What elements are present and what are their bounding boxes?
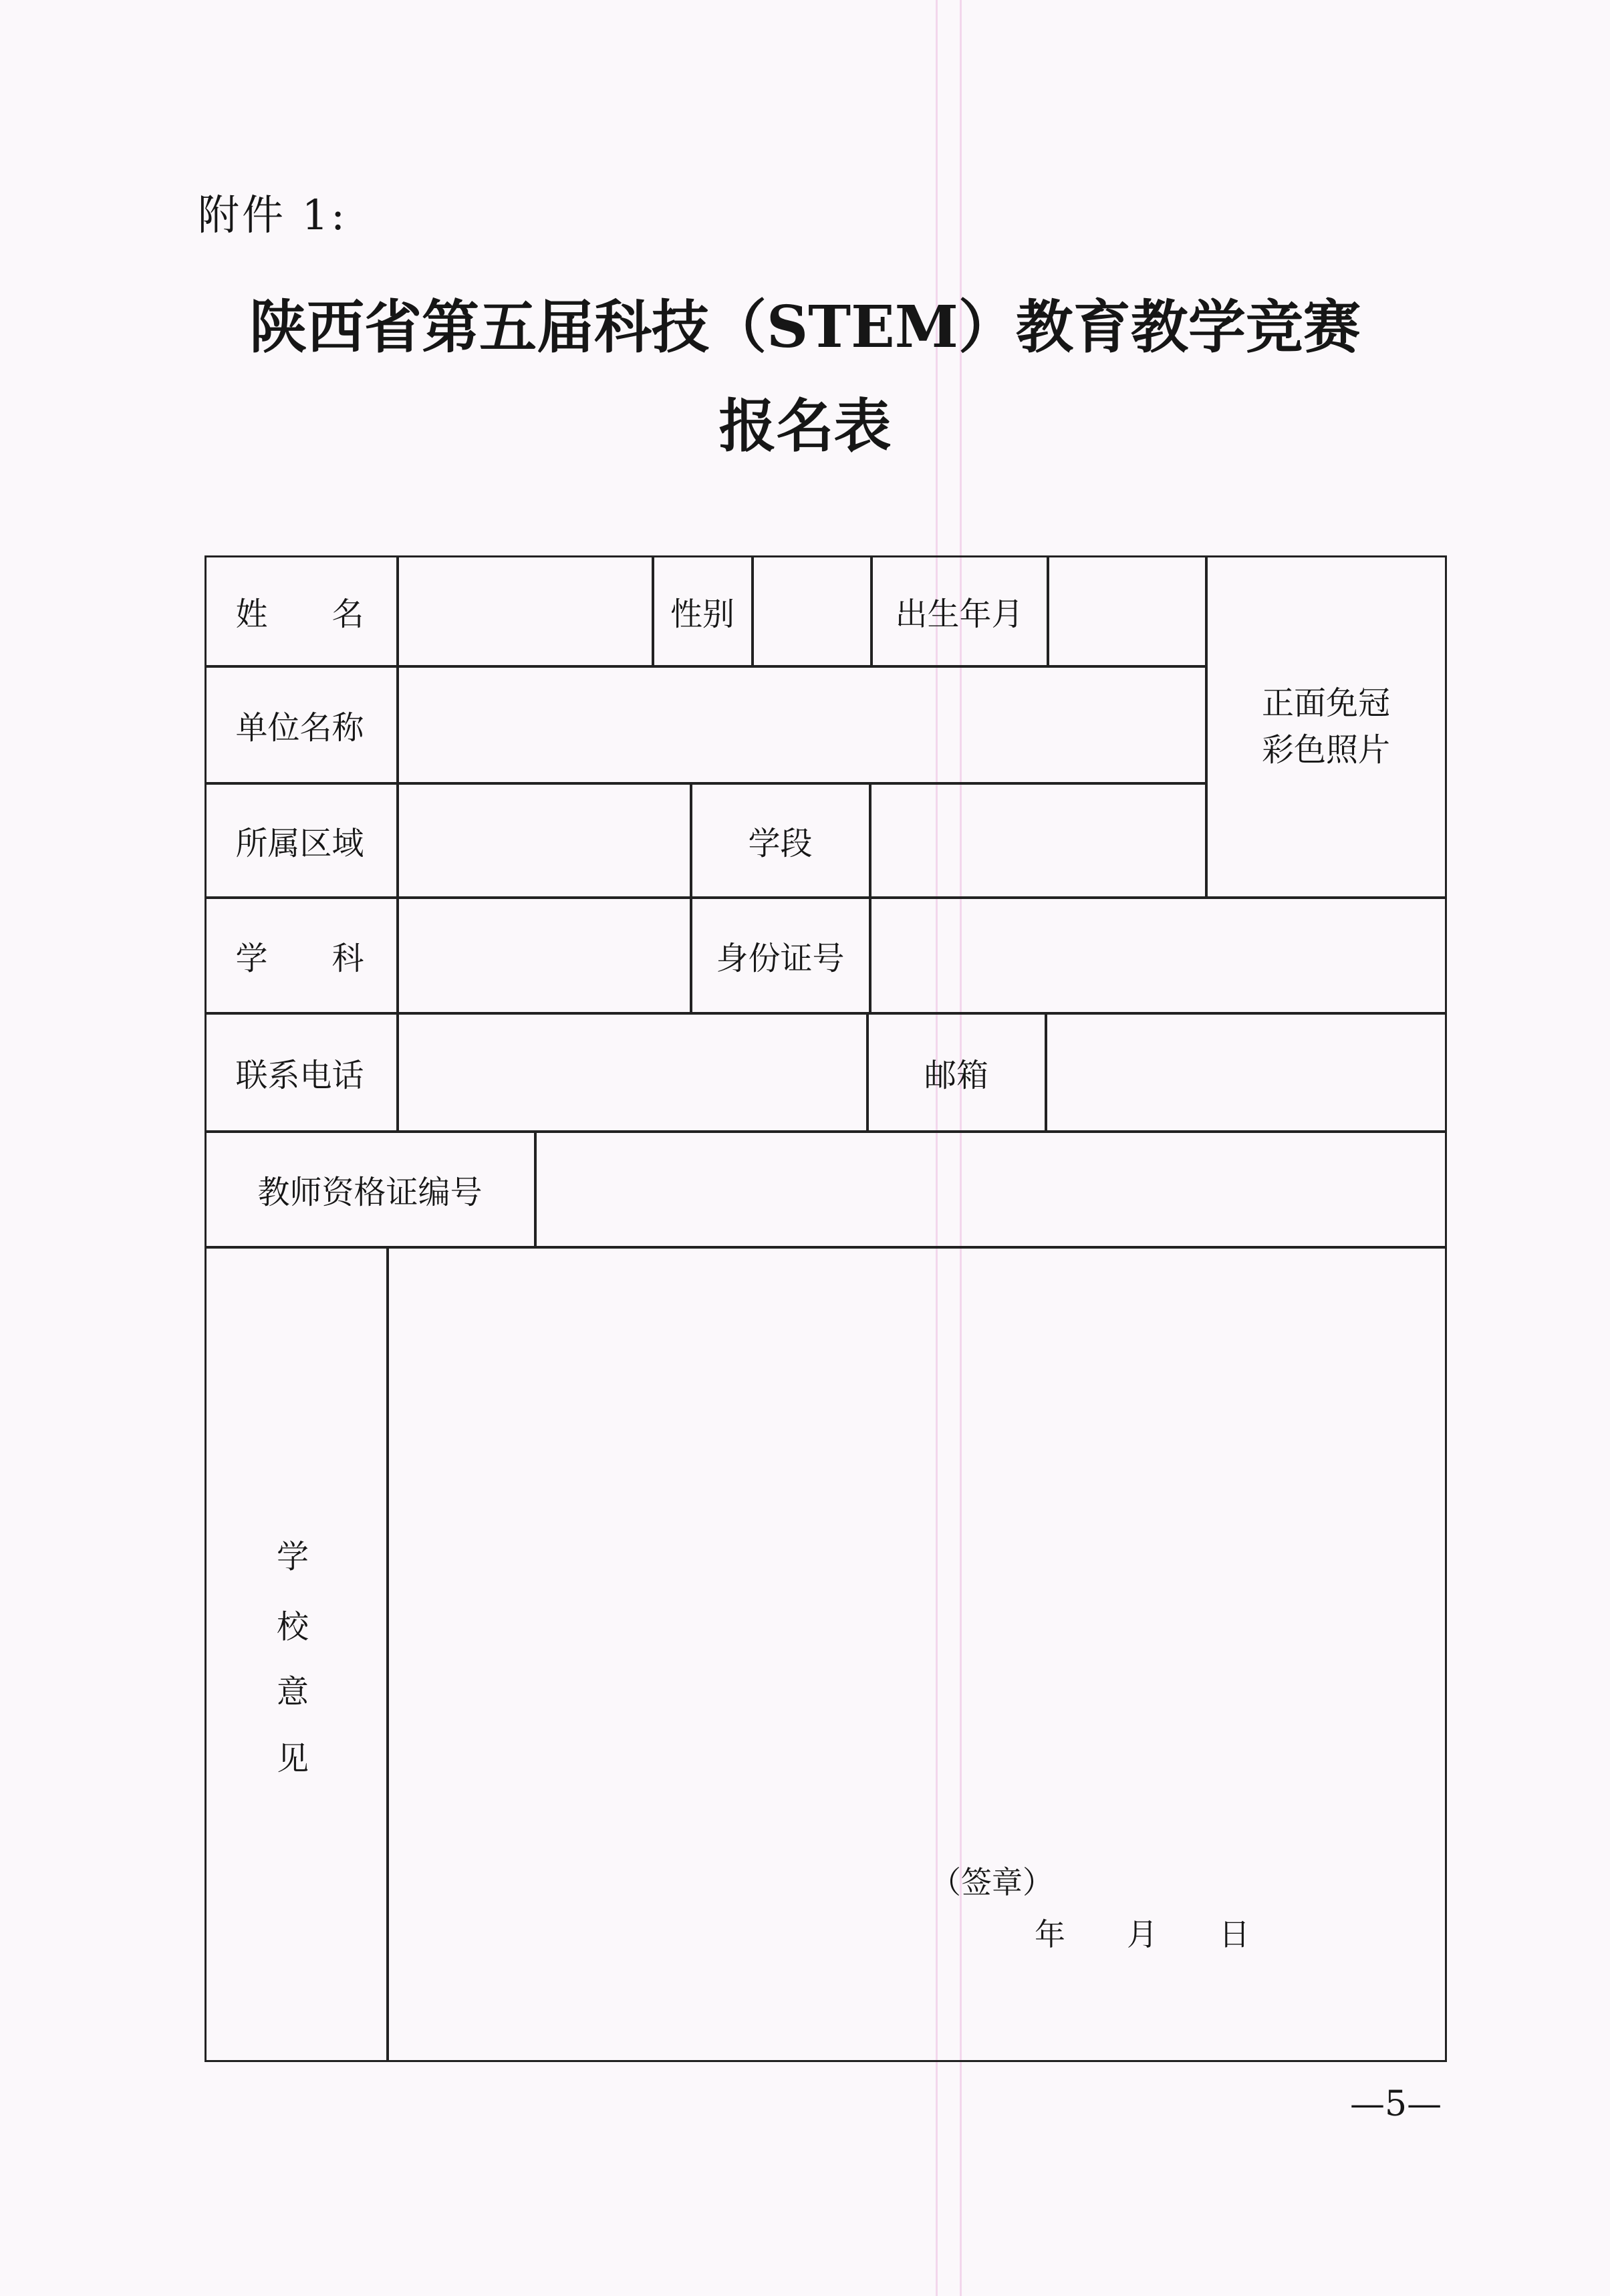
name-label-text: 姓 名 <box>235 595 364 633</box>
gender-field[interactable] <box>752 555 872 667</box>
region-label: 所属区域 <box>205 783 398 898</box>
page-number: —5— <box>1350 2084 1442 2124</box>
email-label: 邮箱 <box>867 1013 1047 1132</box>
stage-label: 学段 <box>690 783 871 898</box>
region-field[interactable] <box>397 783 692 898</box>
opinion-char: 校 <box>277 1608 309 1646</box>
seal-label: （签章） <box>930 1864 1053 1900</box>
school-opinion-label <box>205 1247 388 2062</box>
unit-label: 单位名称 <box>205 666 398 784</box>
opinion-char: 意 <box>277 1673 309 1710</box>
phone-label: 联系电话 <box>205 1013 398 1132</box>
birth-label: 出生年月 <box>871 555 1049 667</box>
photo-box[interactable] <box>1206 555 1447 898</box>
gender-label: 性别 <box>652 555 753 667</box>
birth-field[interactable] <box>1047 555 1207 667</box>
photo-note-line2: 彩色照片 <box>1261 731 1390 769</box>
opinion-char: 学 <box>277 1538 309 1575</box>
id-label: 身份证号 <box>690 897 871 1014</box>
id-field[interactable] <box>869 897 1447 1014</box>
cert-field[interactable] <box>535 1131 1447 1248</box>
photo-note-line1: 正面免冠 <box>1261 684 1390 722</box>
annex-label: 附件 1: <box>198 190 348 239</box>
name-field[interactable] <box>397 555 654 667</box>
subject-label: 学 科 <box>205 897 398 1014</box>
page-title: 陕西省第五届科技（STEM）教育教学竞赛 <box>249 293 1361 361</box>
subject-field[interactable] <box>397 897 692 1014</box>
opinion-char: 见 <box>277 1740 309 1777</box>
school-opinion-field[interactable] <box>387 1247 1447 2062</box>
unit-field[interactable] <box>397 666 1207 784</box>
cert-label: 教师资格证编号 <box>205 1131 536 1248</box>
phone-field[interactable] <box>397 1013 868 1132</box>
email-field[interactable] <box>1045 1013 1447 1132</box>
stage-field[interactable] <box>869 783 1207 898</box>
name-label <box>205 555 398 667</box>
page-subtitle: 报名表 <box>718 392 892 460</box>
date-label: 年 月 日 <box>1035 1916 1250 1952</box>
